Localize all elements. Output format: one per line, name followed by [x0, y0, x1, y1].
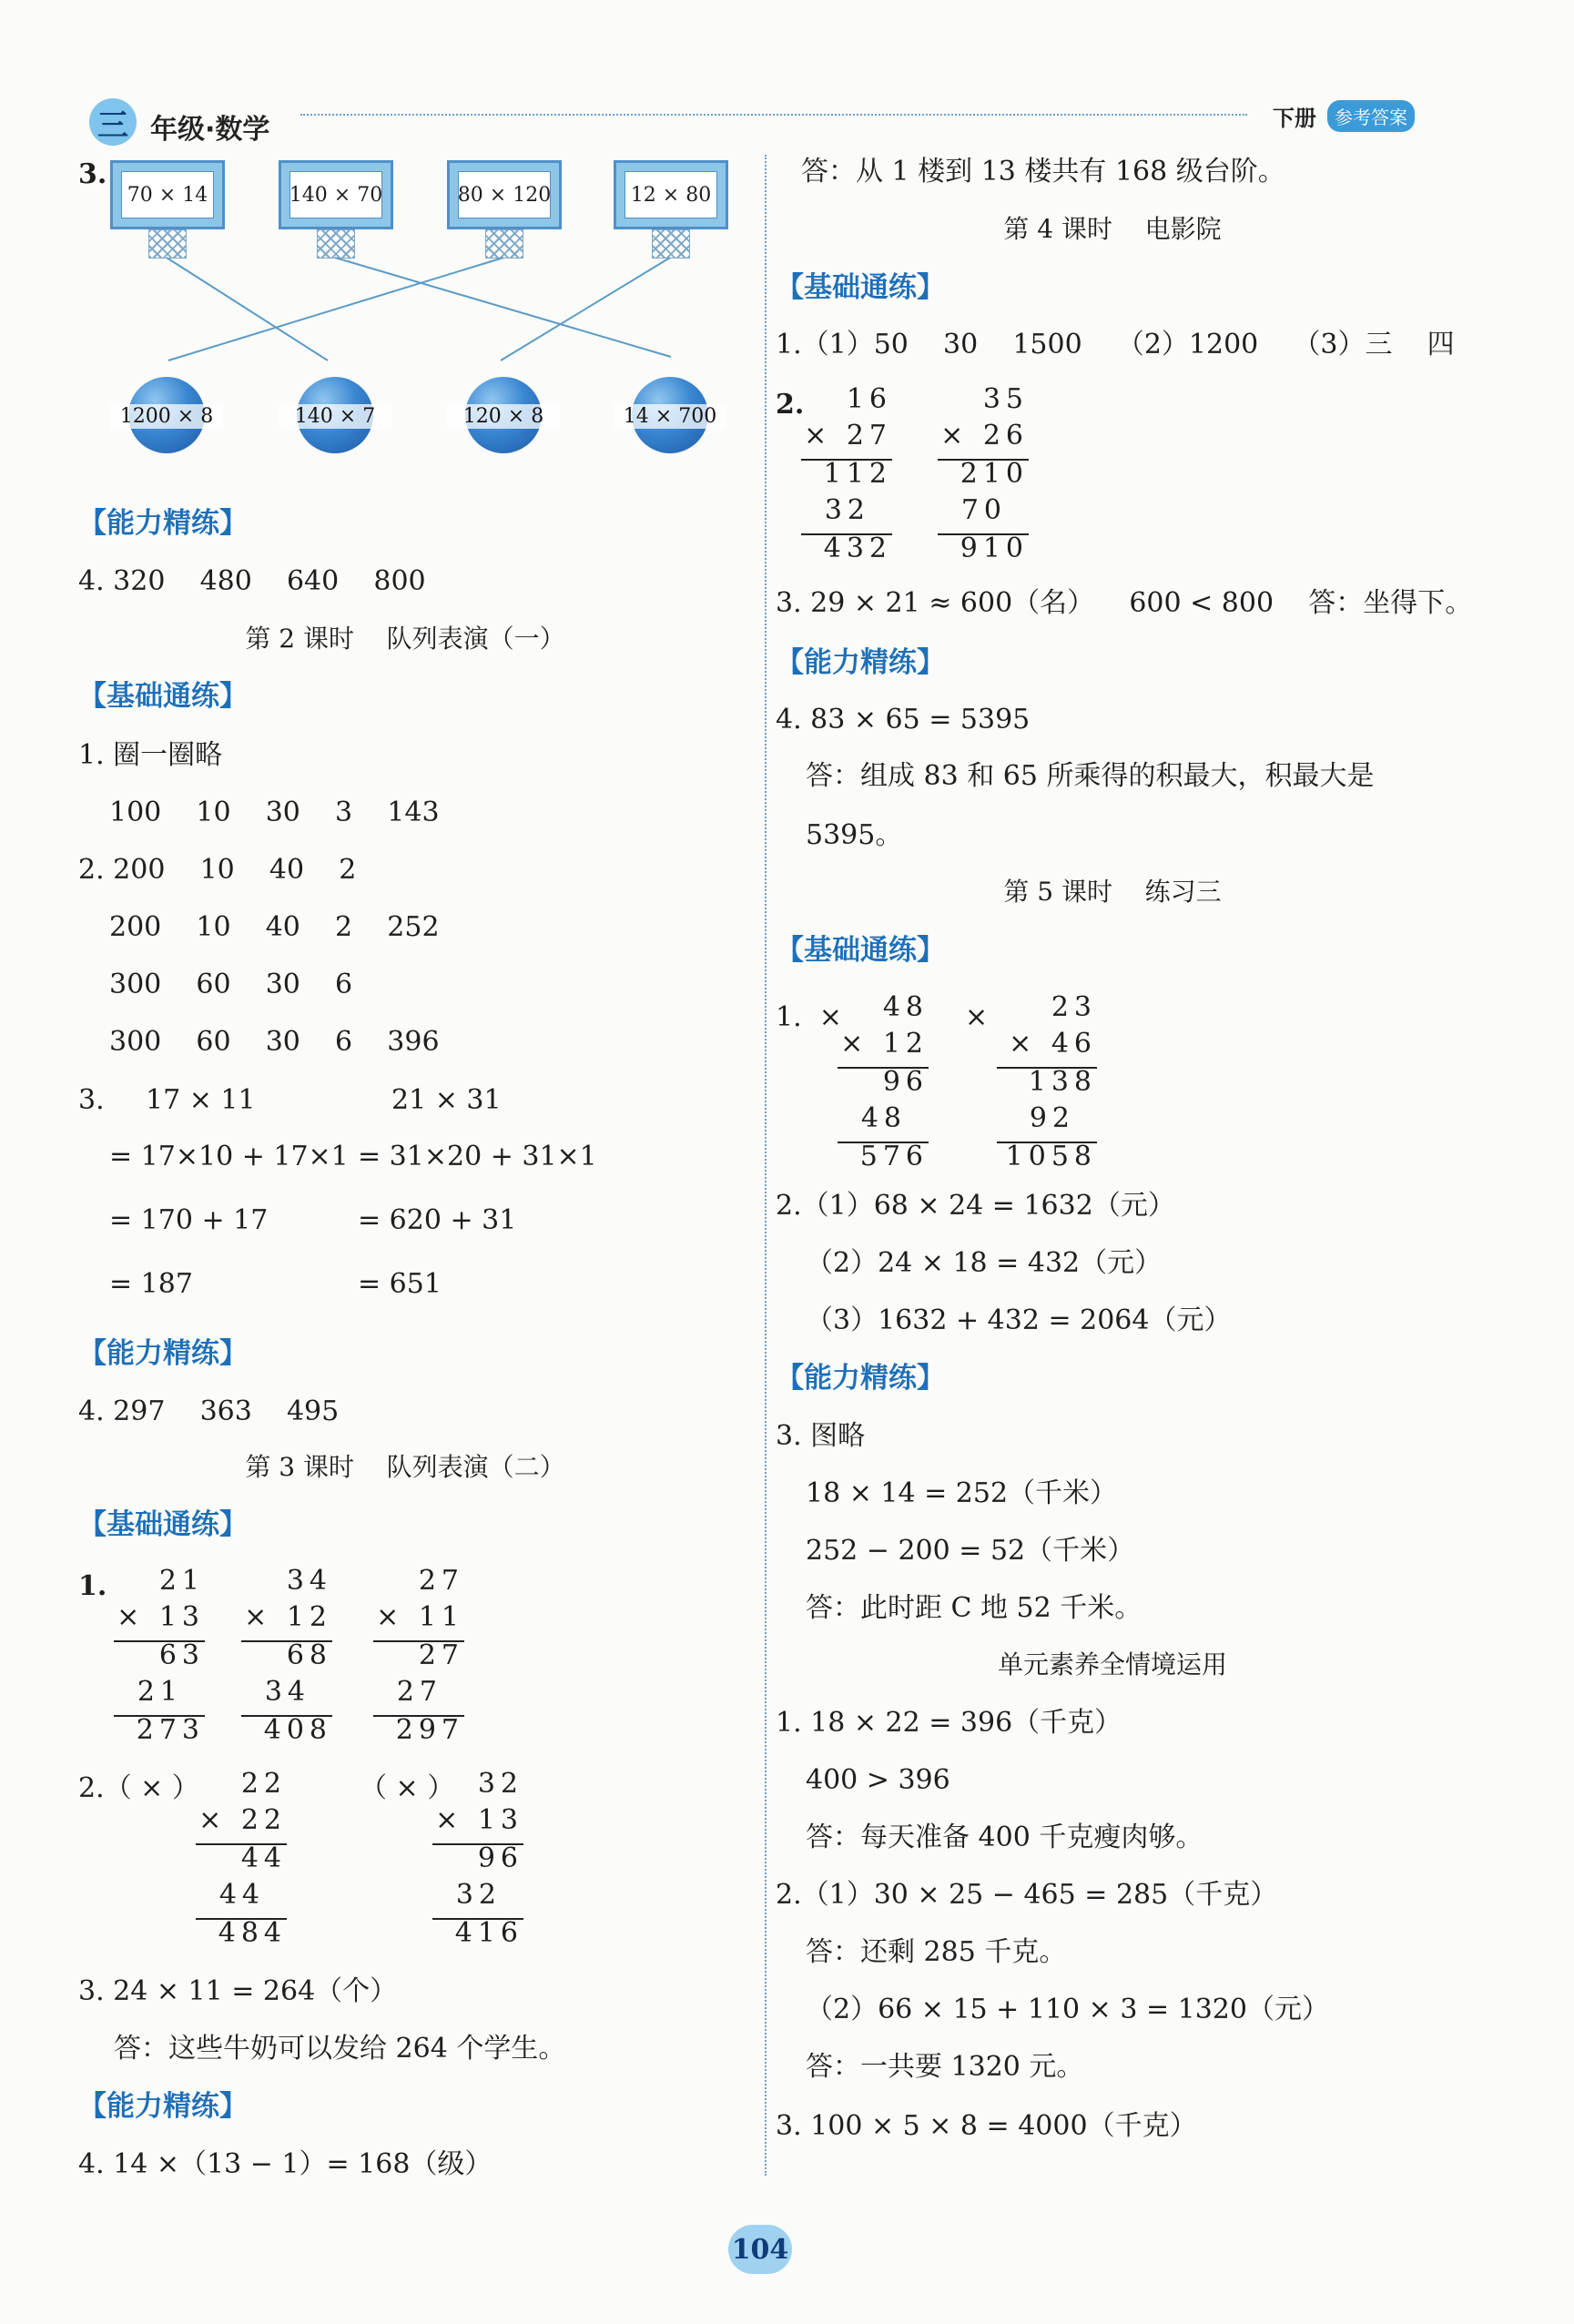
header-volume: 下册 — [1273, 106, 1316, 131]
answer-line: （2）66 × 15 + 110 × 3 = 1320（元） — [806, 1994, 1329, 2025]
page-number: 104 — [731, 2233, 789, 2266]
basketball-2 — [294, 377, 376, 453]
partial-product: 92 — [1029, 1102, 1075, 1134]
answer-line: 252 − 200 = 52（千米） — [806, 1535, 1135, 1567]
multiplier: × 22 — [198, 1804, 287, 1836]
answer-line: 4. 320 480 640 800 — [78, 565, 426, 597]
partial-product: 21 — [137, 1676, 183, 1708]
answer-line: 200 10 40 2 252 — [109, 911, 440, 943]
partial-product: 70 — [960, 494, 1007, 526]
multiplier: × 12 — [840, 1028, 929, 1060]
answer-line: 3. 29 × 21 ≈ 600（名） 600 < 800 答：坐得下。 — [776, 587, 1473, 619]
answer-line: 300 60 30 6 396 — [109, 1026, 440, 1058]
answer-line: 2. — [776, 389, 805, 421]
equation-step: = 620 + 31 — [358, 1204, 517, 1236]
answer-sentence: 答：从 1 楼到 13 楼共有 168 级台阶。 — [801, 156, 1285, 188]
vertical-multiplication — [938, 383, 1029, 572]
section-nengli-4: 【能力精练】 — [776, 646, 945, 679]
match-line-4 — [501, 258, 670, 360]
multiplier: × 12 — [244, 1601, 332, 1633]
equation-step: = 31×20 + 31×1 — [358, 1141, 597, 1172]
answer-line: 1. — [78, 1570, 107, 1602]
equation-step: = 170 + 17 — [109, 1204, 269, 1236]
multiplier: × 11 — [376, 1601, 464, 1633]
product: 484 — [196, 1918, 287, 1956]
equation-step: 21 × 31 — [391, 1084, 502, 1116]
answer-line: 3. 24 × 11 = 264（个） — [78, 1975, 398, 2007]
answer-line: 2. 200 10 40 2 — [78, 854, 357, 886]
answer-line: 2.（1）30 × 25 − 465 = 285（千克） — [776, 1879, 1278, 1911]
answer-line: 3. 图略 — [776, 1420, 866, 1452]
basketball-1 — [119, 377, 214, 453]
partial-product: 32 — [455, 1879, 502, 1911]
answer-line: 100 10 30 3 143 — [109, 797, 440, 828]
page-number-badge — [728, 2225, 792, 2274]
lesson-title-3: 第 3 课时 队列表演（二） — [245, 1452, 565, 1482]
section-nengli-3: 【能力精练】 — [78, 2090, 248, 2123]
section-jichu-2: 【基础通练】 — [78, 680, 248, 713]
multiplicand: 21 — [158, 1565, 205, 1597]
answer-line: 3. — [78, 1084, 105, 1116]
answer-line: 1. × — [776, 1001, 842, 1033]
multiplier: × 27 — [804, 420, 892, 452]
section-jichu-3: 【基础通练】 — [78, 1508, 248, 1541]
column-divider — [765, 155, 767, 2176]
multiplicand: 48 — [882, 991, 929, 1023]
partial-product: 44 — [218, 1879, 265, 1911]
basketball-1-label: 1200 × 8 — [110, 404, 223, 429]
basketball-2-label: 140 × 7 — [279, 404, 391, 429]
multiplier: × 13 — [117, 1601, 205, 1633]
product: 416 — [432, 1918, 523, 1956]
multiplicand: 16 — [846, 383, 892, 415]
partial-product: 32 — [824, 494, 870, 526]
answer-sentence: 答：组成 83 和 65 所乘得的积最大，积最大是 — [806, 760, 1375, 792]
answer-line: 300 60 30 6 — [109, 969, 353, 1000]
equation-step: 17 × 11 — [146, 1084, 256, 1116]
multiplicand: 34 — [286, 1565, 332, 1597]
partial-product: 34 — [264, 1676, 310, 1708]
answer-sentence: 答：每天准备 400 千克瘦肉够。 — [806, 1822, 1203, 1853]
answer-line: 1.（1）50 30 1500 （2）1200 （3）三 四 — [776, 329, 1455, 360]
partial-product: 96 — [432, 1843, 523, 1882]
hoop-board-3-label: 80 × 120 — [458, 171, 551, 218]
answer-badge: 参考答案 — [1327, 100, 1415, 132]
answer-sentence: 答：还剩 285 千克。 — [806, 1936, 1067, 1968]
multiplicand: 23 — [1051, 991, 1097, 1023]
section-jichu-5: 【基础通练】 — [776, 934, 945, 967]
vertical-multiplication — [241, 1565, 332, 1753]
basketball-3-label: 120 × 8 — [447, 404, 560, 429]
partial-product: 112 — [801, 459, 892, 497]
section-nengli-1: 【能力精练】 — [78, 507, 248, 540]
answer-line: 400 > 396 — [806, 1764, 950, 1796]
answer-line: 18 × 14 = 252（千米） — [806, 1477, 1118, 1509]
header-subject: 年级·数学 — [150, 114, 270, 146]
answer-line: × — [965, 1001, 989, 1033]
partial-product: 44 — [196, 1843, 287, 1882]
vertical-multiplication — [838, 991, 929, 1180]
multiplier: × 46 — [1009, 1028, 1097, 1060]
multiplicand: 35 — [982, 383, 1029, 415]
product: 297 — [373, 1715, 464, 1753]
vertical-multiplication — [997, 991, 1097, 1180]
q3-number: 3. — [78, 158, 107, 190]
basketball-4-label: 14 × 700 — [614, 404, 726, 429]
section-nengli-2: 【能力精练】 — [78, 1337, 248, 1370]
answer-sentence: 5395。 — [806, 819, 903, 851]
answer-line: 4. 83 × 65 = 5395 — [776, 704, 1031, 736]
partial-product: 63 — [114, 1640, 205, 1679]
answer-line: （ × ） — [360, 1772, 455, 1804]
product: 910 — [938, 533, 1029, 572]
section-nengli-5: 【能力精练】 — [776, 1362, 945, 1395]
answer-sentence: 答：一共要 1320 元。 — [806, 2051, 1084, 2083]
lesson-title-2: 第 2 课时 队列表演（一） — [245, 624, 565, 654]
multiplicand: 32 — [477, 1768, 523, 1800]
answer-line: 4. 297 363 495 — [78, 1395, 340, 1427]
vertical-multiplication — [373, 1565, 464, 1753]
product: 432 — [801, 533, 892, 572]
hoop-board-4-label: 12 × 80 — [625, 171, 717, 218]
answer-line: （2）24 × 18 = 432（元） — [806, 1247, 1163, 1279]
equation-step: = 17×10 + 17×1 — [109, 1141, 349, 1172]
vertical-multiplication — [801, 383, 892, 572]
basketball-3 — [462, 377, 544, 453]
equation-step: = 651 — [358, 1268, 442, 1300]
product: 1058 — [997, 1142, 1097, 1180]
answer-sentence: 答：这些牛奶可以发给 264 个学生。 — [114, 2033, 566, 2065]
partial-product: 96 — [838, 1067, 929, 1105]
answer-line: 2.（ × ） — [78, 1772, 199, 1804]
match-line-1 — [167, 258, 328, 360]
product: 408 — [241, 1715, 332, 1753]
basketball-4 — [623, 377, 717, 453]
vertical-multiplication — [114, 1565, 205, 1753]
multiplicand: 27 — [418, 1565, 464, 1597]
multiplier: × 26 — [940, 420, 1029, 452]
answer-line: 4. 14 ×（13 − 1）= 168（级） — [78, 2148, 493, 2180]
match-line-3 — [168, 258, 503, 360]
answer-line: 3. 100 × 5 × 8 = 4000（千克） — [776, 2110, 1197, 2142]
answer-line: （3）1632 + 432 = 2064（元） — [806, 1304, 1232, 1336]
hoop-board-2-label: 140 × 70 — [289, 171, 382, 218]
partial-product: 27 — [373, 1640, 464, 1679]
product: 273 — [114, 1715, 205, 1753]
answer-line: 1. 圈一圈略 — [78, 739, 223, 771]
answer-line: 1. 18 × 22 = 396（千克） — [776, 1707, 1122, 1739]
multiplicand: 22 — [240, 1768, 287, 1800]
vertical-multiplication — [432, 1768, 523, 1956]
matching-lines — [0, 0, 765, 382]
answer-sentence: 答：此时距 C 地 52 千米。 — [806, 1592, 1142, 1624]
lesson-title-5: 第 5 课时 练习三 — [1003, 877, 1222, 907]
match-line-2 — [335, 258, 671, 357]
answer-line: 2.（1）68 × 24 = 1632（元） — [776, 1190, 1175, 1222]
unit-title: 单元素养全情境运用 — [997, 1649, 1228, 1680]
partial-product: 27 — [396, 1676, 442, 1708]
partial-product: 68 — [241, 1640, 332, 1679]
grade-badge: 三 — [89, 98, 137, 146]
partial-product: 210 — [938, 459, 1029, 497]
hoop-board-1-label: 70 × 14 — [121, 171, 214, 218]
vertical-multiplication — [196, 1768, 287, 1956]
equation-step: = 187 — [109, 1268, 193, 1300]
partial-product: 48 — [860, 1102, 907, 1134]
partial-product: 138 — [997, 1067, 1097, 1105]
product: 576 — [838, 1142, 929, 1180]
section-jichu-4: 【基础通练】 — [776, 271, 945, 304]
lesson-title-4: 第 4 课时 电影院 — [1003, 214, 1222, 244]
multiplier: × 13 — [435, 1804, 523, 1836]
